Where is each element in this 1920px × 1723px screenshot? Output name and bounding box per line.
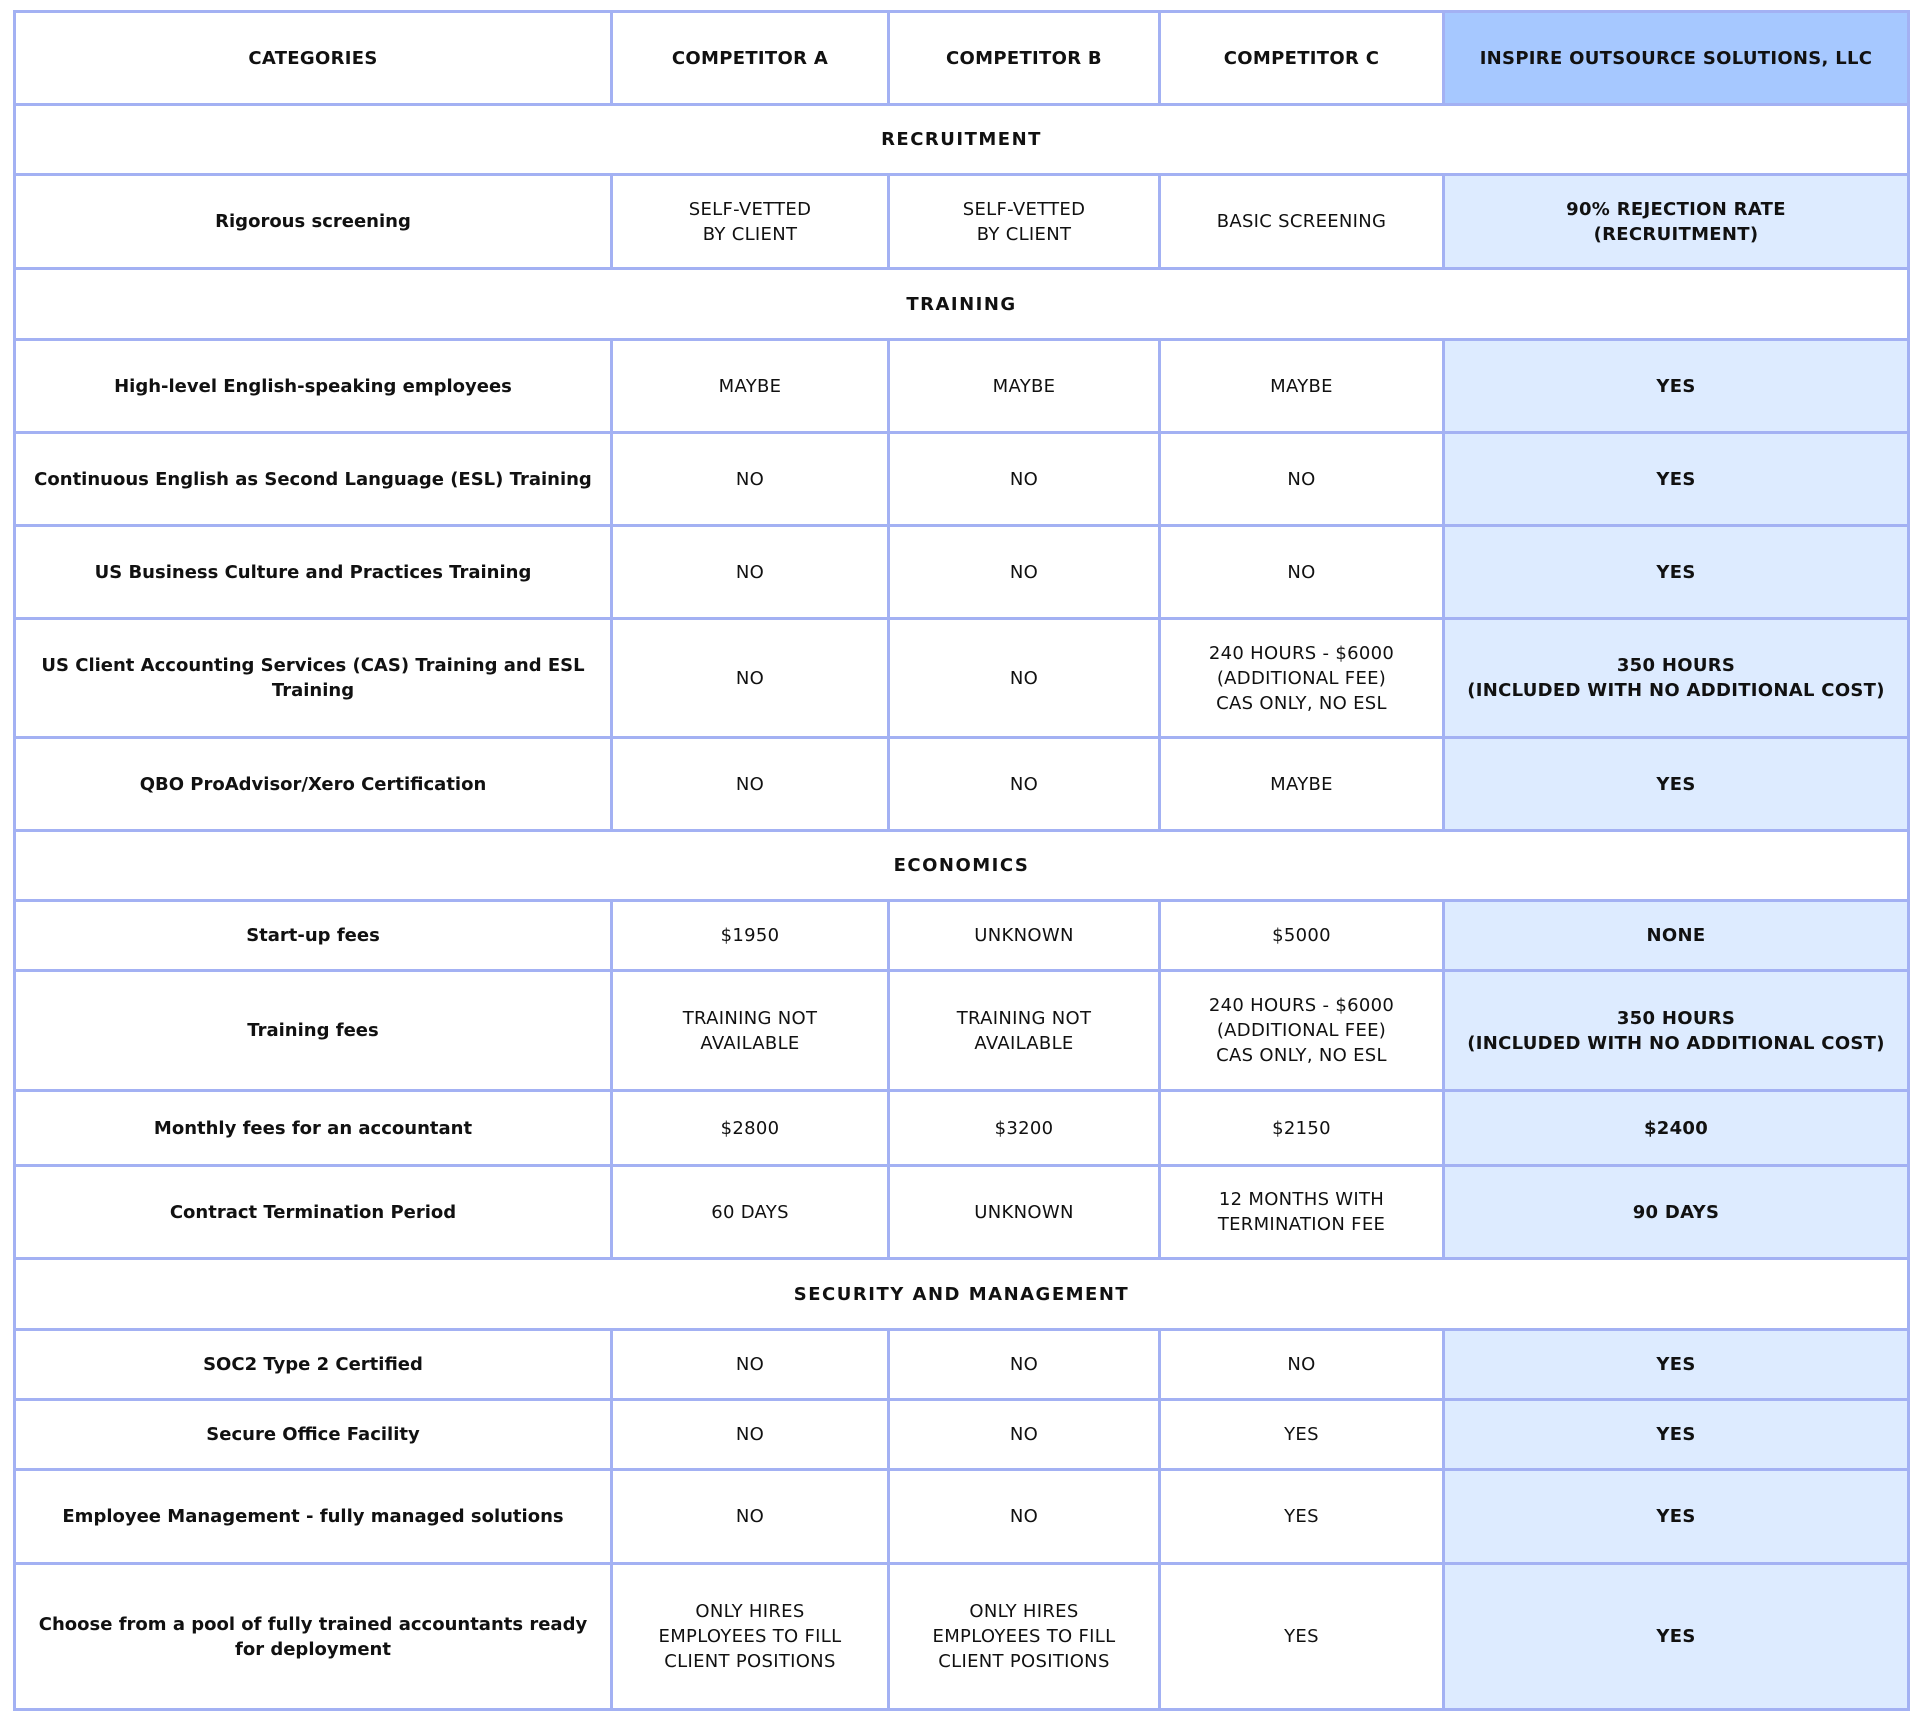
table-row bbox=[15, 619, 1909, 738]
cell-competitor-a: NO bbox=[612, 526, 889, 619]
section-row-recruitment bbox=[15, 105, 1909, 175]
table-row bbox=[15, 1564, 1909, 1710]
cell-competitor-b: NO bbox=[889, 619, 1160, 738]
cell-inspire-outsource: YES bbox=[1444, 433, 1909, 526]
row-category: SOC2 Type 2 Certified bbox=[15, 1330, 612, 1400]
header-competitor-b: COMPETITOR B bbox=[889, 12, 1160, 105]
cell-competitor-a: NO bbox=[612, 1400, 889, 1470]
cell-competitor-b: SELF-VETTED BY CLIENT bbox=[889, 175, 1160, 269]
row-category: Contract Termination Period bbox=[15, 1166, 612, 1259]
cell-competitor-a: MAYBE bbox=[612, 340, 889, 433]
cell-competitor-a: $1950 bbox=[612, 901, 889, 971]
cell-competitor-c: NO bbox=[1160, 433, 1444, 526]
cell-inspire-outsource: YES bbox=[1444, 526, 1909, 619]
cell-inspire-outsource: YES bbox=[1444, 1564, 1909, 1710]
header-competitor-c: COMPETITOR C bbox=[1160, 12, 1444, 105]
cell-competitor-c: NO bbox=[1160, 526, 1444, 619]
cell-competitor-b: $3200 bbox=[889, 1091, 1160, 1166]
cell-inspire-outsource: YES bbox=[1444, 1400, 1909, 1470]
cell-competitor-a: SELF-VETTED BY CLIENT bbox=[612, 175, 889, 269]
cell-inspire-outsource: YES bbox=[1444, 340, 1909, 433]
cell-inspire-outsource: $2400 bbox=[1444, 1091, 1909, 1166]
row-category: US Client Accounting Services (CAS) Training and ESL Training bbox=[15, 619, 612, 738]
row-category: Rigorous screening bbox=[15, 175, 612, 269]
row-category: Secure Office Facility bbox=[15, 1400, 612, 1470]
cell-inspire-outsource: 90 DAYS bbox=[1444, 1166, 1909, 1259]
cell-inspire-outsource: 350 HOURS (INCLUDED WITH NO ADDITIONAL COST) bbox=[1444, 619, 1909, 738]
cell-competitor-b: NO bbox=[889, 1400, 1160, 1470]
section-title: RECRUITMENT bbox=[15, 105, 1909, 175]
table-row bbox=[15, 1330, 1909, 1400]
cell-competitor-a: NO bbox=[612, 433, 889, 526]
row-category: Training fees bbox=[15, 971, 612, 1091]
cell-competitor-c: BASIC SCREENING bbox=[1160, 175, 1444, 269]
row-category: QBO ProAdvisor/Xero Certification bbox=[15, 738, 612, 831]
table-row bbox=[15, 175, 1909, 269]
cell-competitor-b: NO bbox=[889, 1470, 1160, 1564]
cell-inspire-outsource: YES bbox=[1444, 738, 1909, 831]
cell-competitor-b: NO bbox=[889, 526, 1160, 619]
cell-competitor-c: $5000 bbox=[1160, 901, 1444, 971]
section-title: SECURITY AND MANAGEMENT bbox=[15, 1259, 1909, 1330]
cell-competitor-a: NO bbox=[612, 619, 889, 738]
row-category: Start-up fees bbox=[15, 901, 612, 971]
cell-inspire-outsource: 90% REJECTION RATE (RECRUITMENT) bbox=[1444, 175, 1909, 269]
section-row-training bbox=[15, 269, 1909, 340]
section-title: TRAINING bbox=[15, 269, 1909, 340]
table-row bbox=[15, 1470, 1909, 1564]
cell-competitor-c: YES bbox=[1160, 1564, 1444, 1710]
table-row bbox=[15, 971, 1909, 1091]
cell-competitor-c: NO bbox=[1160, 1330, 1444, 1400]
comparison-table bbox=[13, 10, 1910, 1711]
header-row bbox=[15, 12, 1909, 105]
cell-competitor-c: MAYBE bbox=[1160, 738, 1444, 831]
table-row bbox=[15, 1091, 1909, 1166]
table-row bbox=[15, 340, 1909, 433]
cell-inspire-outsource: YES bbox=[1444, 1470, 1909, 1564]
cell-competitor-b: ONLY HIRES EMPLOYEES TO FILL CLIENT POSITIONS bbox=[889, 1564, 1160, 1710]
section-row-security-and-management bbox=[15, 1259, 1909, 1330]
section-row-economics bbox=[15, 831, 1909, 901]
cell-competitor-c: 240 HOURS - $6000 (ADDITIONAL FEE) CAS ONLY, NO ESL bbox=[1160, 619, 1444, 738]
table-row bbox=[15, 901, 1909, 971]
cell-competitor-a: NO bbox=[612, 738, 889, 831]
header-inspire-outsource: INSPIRE OUTSOURCE SOLUTIONS, LLC bbox=[1444, 12, 1909, 105]
row-category: US Business Culture and Practices Training bbox=[15, 526, 612, 619]
table-row bbox=[15, 738, 1909, 831]
cell-inspire-outsource: YES bbox=[1444, 1330, 1909, 1400]
cell-competitor-c: YES bbox=[1160, 1470, 1444, 1564]
cell-competitor-c: 240 HOURS - $6000 (ADDITIONAL FEE) CAS ONLY, NO ESL bbox=[1160, 971, 1444, 1091]
row-category: High-level English-speaking employees bbox=[15, 340, 612, 433]
cell-competitor-b: NO bbox=[889, 433, 1160, 526]
comparison-table-container bbox=[13, 10, 1907, 1711]
cell-competitor-a: 60 DAYS bbox=[612, 1166, 889, 1259]
cell-inspire-outsource: 350 HOURS (INCLUDED WITH NO ADDITIONAL COST) bbox=[1444, 971, 1909, 1091]
table-row bbox=[15, 526, 1909, 619]
row-category: Employee Management - fully managed solutions bbox=[15, 1470, 612, 1564]
cell-competitor-c: $2150 bbox=[1160, 1091, 1444, 1166]
cell-competitor-a: $2800 bbox=[612, 1091, 889, 1166]
cell-competitor-a: NO bbox=[612, 1470, 889, 1564]
cell-competitor-b: NO bbox=[889, 738, 1160, 831]
cell-competitor-a: ONLY HIRES EMPLOYEES TO FILL CLIENT POSITIONS bbox=[612, 1564, 889, 1710]
cell-competitor-b: UNKNOWN bbox=[889, 1166, 1160, 1259]
cell-competitor-a: TRAINING NOT AVAILABLE bbox=[612, 971, 889, 1091]
cell-competitor-c: YES bbox=[1160, 1400, 1444, 1470]
cell-competitor-b: UNKNOWN bbox=[889, 901, 1160, 971]
cell-competitor-a: NO bbox=[612, 1330, 889, 1400]
section-title: ECONOMICS bbox=[15, 831, 1909, 901]
table-row bbox=[15, 433, 1909, 526]
table-row bbox=[15, 1400, 1909, 1470]
row-category: Choose from a pool of fully trained accountants ready for deployment bbox=[15, 1564, 612, 1710]
header-competitor-a: COMPETITOR A bbox=[612, 12, 889, 105]
row-category: Monthly fees for an accountant bbox=[15, 1091, 612, 1166]
cell-inspire-outsource: NONE bbox=[1444, 901, 1909, 971]
cell-competitor-b: TRAINING NOT AVAILABLE bbox=[889, 971, 1160, 1091]
row-category: Continuous English as Second Language (ESL) Training bbox=[15, 433, 612, 526]
cell-competitor-c: MAYBE bbox=[1160, 340, 1444, 433]
cell-competitor-b: MAYBE bbox=[889, 340, 1160, 433]
table-row bbox=[15, 1166, 1909, 1259]
header-categories: CATEGORIES bbox=[15, 12, 612, 105]
cell-competitor-b: NO bbox=[889, 1330, 1160, 1400]
cell-competitor-c: 12 MONTHS WITH TERMINATION FEE bbox=[1160, 1166, 1444, 1259]
